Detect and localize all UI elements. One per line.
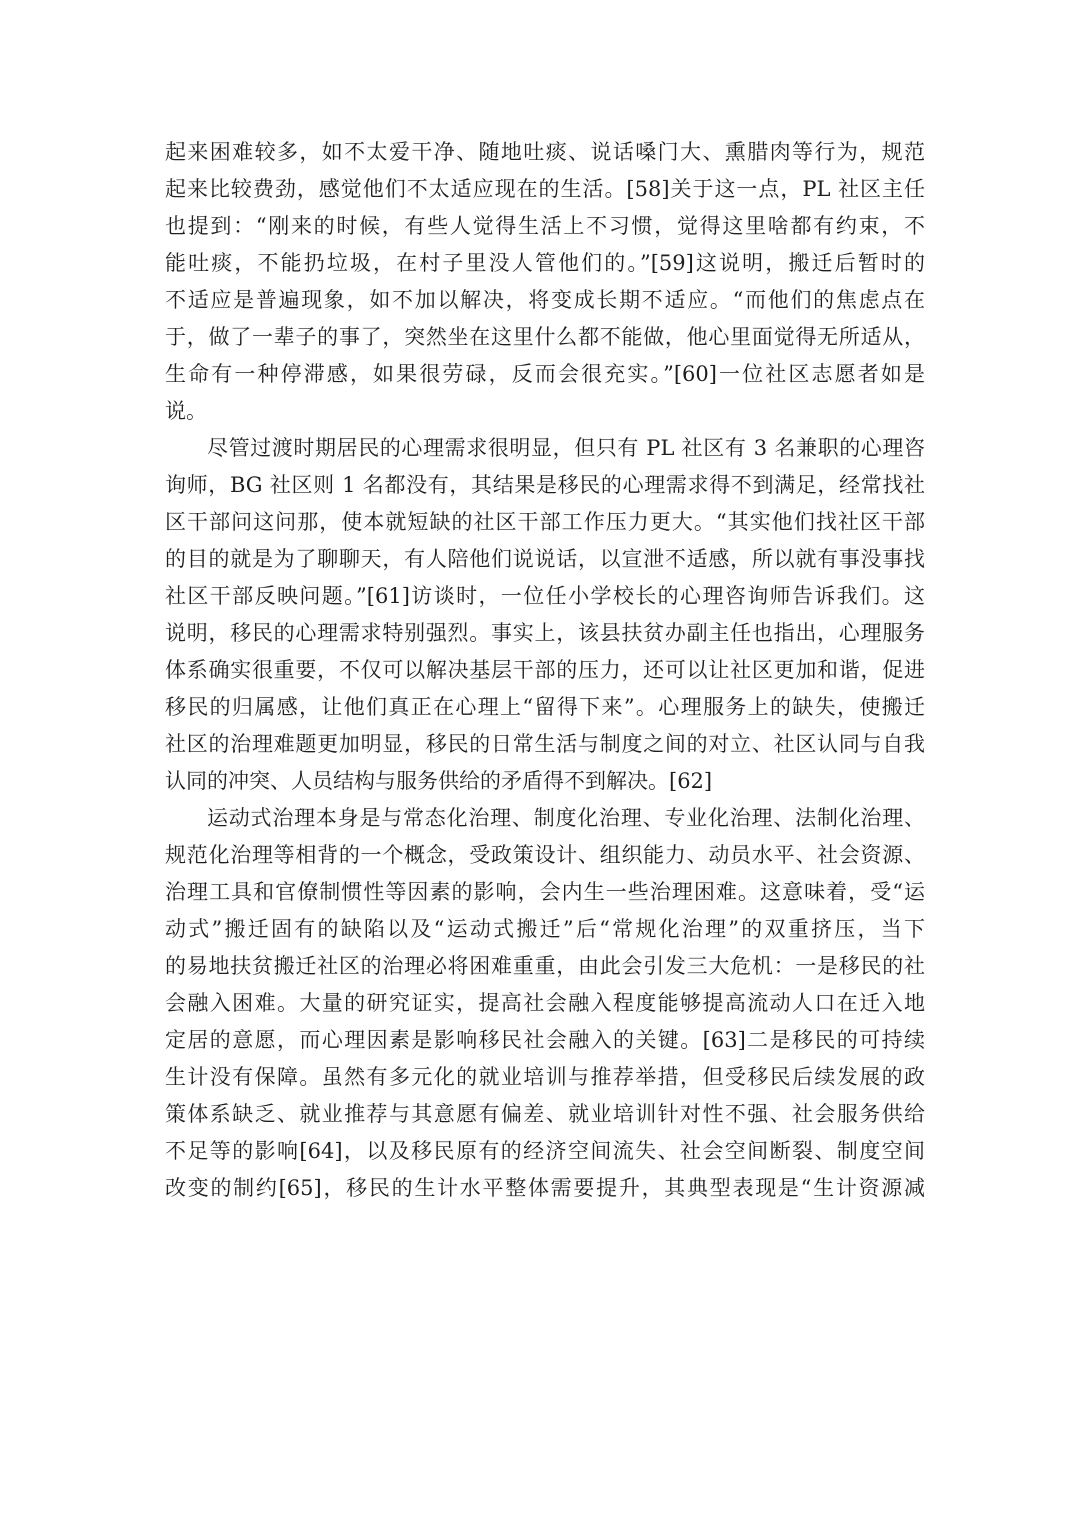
body-text [165,134,925,1207]
text-line: 也提到：“刚来的时候，有些人觉得生活上不习惯，觉得这里啥都有约束，不 [165,214,925,238]
text-line: 能吐痰，不能扔垃圾，在村子里没人管他们的。”[59]这说明，搬迁后暂时的 [165,251,925,275]
text-line: 尽管过渡时期居民的心理需求很明显，但只有 PL 社区有 3 名兼职的心理咨 [207,436,925,460]
paragraph-3 [165,800,925,1207]
text-line: 动式”搬迁固有的缺陷以及“运动式搬迁”后“常规化治理”的双重挤压，当下 [165,917,925,941]
text-line: 规范化治理等相背的一个概念，受政策设计、组织能力、动员水平、社会资源、 [165,843,925,867]
paragraph-2 [165,430,925,800]
text-line: 认同的冲突、人员结构与服务供给的矛盾得不到解决。[62] [165,769,713,793]
text-line: 生计没有保障。虽然有多元化的就业培训与推荐举措，但受移民后续发展的政 [165,1065,925,1089]
text-line: 治理工具和官僚制惯性等因素的影响，会内生一些治理困难。这意味着，受“运 [165,880,925,904]
text-line: 的易地扶贫搬迁社区的治理必将困难重重，由此会引发三大危机：一是移民的社 [165,954,925,978]
text-line: 说。 [165,399,207,423]
text-line: 不足等的影响[64]，以及移民原有的经济空间流失、社会空间断裂、制度空间 [165,1139,925,1163]
text-line: 移民的归属感，让他们真正在心理上“留得下来”。心理服务上的缺失，使搬迁 [165,695,925,719]
paragraph-1 [165,134,925,430]
text-line: 生命有一种停滞感，如果很劳碌，反而会很充实。”[60]一位社区志愿者如是 [165,362,925,386]
text-line: 体系确实很重要，不仅可以解决基层干部的压力，还可以让社区更加和谐，促进 [165,658,925,682]
text-line: 策体系缺乏、就业推荐与其意愿有偏差、就业培训针对性不强、社会服务供给 [165,1102,925,1126]
text-line: 起来困难较多，如不太爱干净、随地吐痰、说话嗓门大、熏腊肉等行为，规范 [165,140,925,164]
text-line: 区干部问这问那，使本就短缺的社区干部工作压力更大。“其实他们找社区干部 [165,510,925,534]
text-line: 会融入困难。大量的研究证实，提高社会融入程度能够提高流动人口在迁入地 [165,991,925,1015]
text-line: 运动式治理本身是与常态化治理、制度化治理、专业化治理、法制化治理、 [207,806,925,830]
text-line: 说明，移民的心理需求特别强烈。事实上，该县扶贫办副主任也指出，心理服务 [165,621,925,645]
text-line: 改变的制约[65]，移民的生计水平整体需要提升，其典型表现是“生计资源减 [165,1176,925,1200]
text-line: 社区干部反映问题。”[61]访谈时，一位任小学校长的心理咨询师告诉我们。这 [165,584,925,608]
text-line: 定居的意愿，而心理因素是影响移民社会融入的关键。[63]二是移民的可持续 [165,1028,925,1052]
text-line: 不适应是普遍现象，如不加以解决，将变成长期不适应。“而他们的焦虑点在 [165,288,925,312]
text-line: 于，做了一辈子的事了，突然坐在这里什么都不能做，他心里面觉得无所适从， [165,325,925,349]
text-line: 起来比较费劲，感觉他们不太适应现在的生活。[58]关于这一点，PL 社区主任 [165,177,925,201]
text-line: 询师，BG 社区则 1 名都没有，其结果是移民的心理需求得不到满足，经常找社 [165,473,925,497]
text-line: 的目的就是为了聊聊天，有人陪他们说说话，以宣泄不适感，所以就有事没事找 [165,547,925,571]
text-line: 社区的治理难题更加明显，移民的日常生活与制度之间的对立、社区认同与自我 [165,732,925,756]
